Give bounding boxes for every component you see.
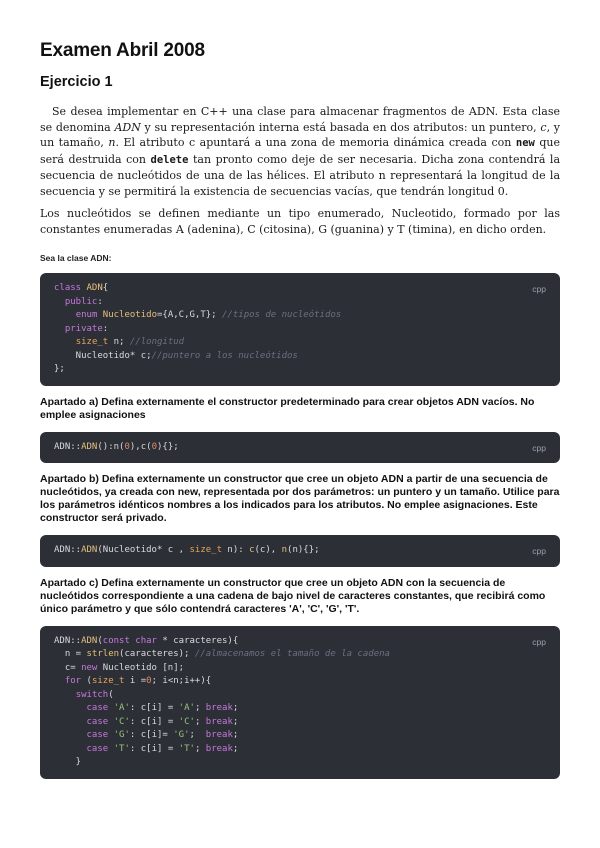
code-block-class: cpp class ADN{ public: enum Nucleotido={A,C,G,T}; //tipos de nucleótidos private: size_t n; //longitud Nucleotido* c;//puntero a los nucleótidos };: [40, 273, 560, 386]
apartado-b: Apartado b) Defina externamente un constructor que cree un objeto ADN a partir de una secuencia de nucleótidos, ya creada con new, representada por dos parámetros: un puntero y un tamaño. Utilice para los parámetros idénticos nombres a los indicados para los atributos. No emplee asignaciones. Este constructor será privado.: [40, 473, 560, 524]
code-lang-label: cpp: [532, 442, 546, 453]
page-title: Examen Abril 2008: [40, 40, 205, 61]
code-block-b: cpp ADN::ADN(Nucleotido* c , size_t n): c(c), n(n){};: [40, 535, 560, 567]
apartado-a: Apartado a) Defina externamente el constructor predeterminado para crear objetos ADN vacíos. No emplee asignaciones: [40, 395, 535, 421]
apartado-c: Apartado c) Defina externamente un constructor que cree un objeto ADN con la secuencia de nucleótidos correspondiente a una cadena de bajo nivel de caracteres constantes, que recibirá como único parámetro y que sólo contendrá caracteres 'A', 'C', 'G', 'T'.: [40, 576, 546, 615]
exercise-heading: Ejercicio 1: [40, 74, 113, 90]
class-label: Sea la clase ADN:: [40, 253, 112, 263]
code-lang-label: cpp: [532, 636, 546, 647]
nucleotide-paragraph: Los nucleótidos se definen mediante un tipo enumerado, Nucleotido, formado por las constantes enumeradas A (adenina), C (citosina), G (guanina) y T (timina), en dicho orden.: [40, 207, 560, 236]
code-block-c: cpp ADN::ADN(const char * caracteres){ n = strlen(caracteres); //almacenamos el tamaño de la cadena c= new Nucleotido [n]; for (size_t i =0; i<n;i++){ switch( case 'A': c[i] = 'A'; break; case 'C': c[i] = 'C'; break; case 'G': c[i]= 'G'; break; case 'T': c[i] = 'T'; break; }: [40, 626, 560, 779]
code-block-a: cpp ADN::ADN():n(0),c(0){};: [40, 432, 560, 464]
intro-paragraph: Se desea implementar en C++ una clase para almacenar fragmentos de ADN. Esta clase se denomina ADN y su representación interna está basada en dos atributos: un puntero, c, y un tamaño, n. El atributo c apuntará a una zona de memoria dinámica creada con new que será destruida con delete tan pronto como deje de ser necesaria. Dicha zona contendrá la secuencia de nucleótidos de una de las hélices. El atributo n representará la longitud de la secuencia y se permitirá la existencia de secuencias vacías, que tendrán longitud 0.: [40, 105, 560, 198]
code-lang-label: cpp: [532, 546, 546, 556]
code-lang-label: cpp: [532, 284, 546, 294]
